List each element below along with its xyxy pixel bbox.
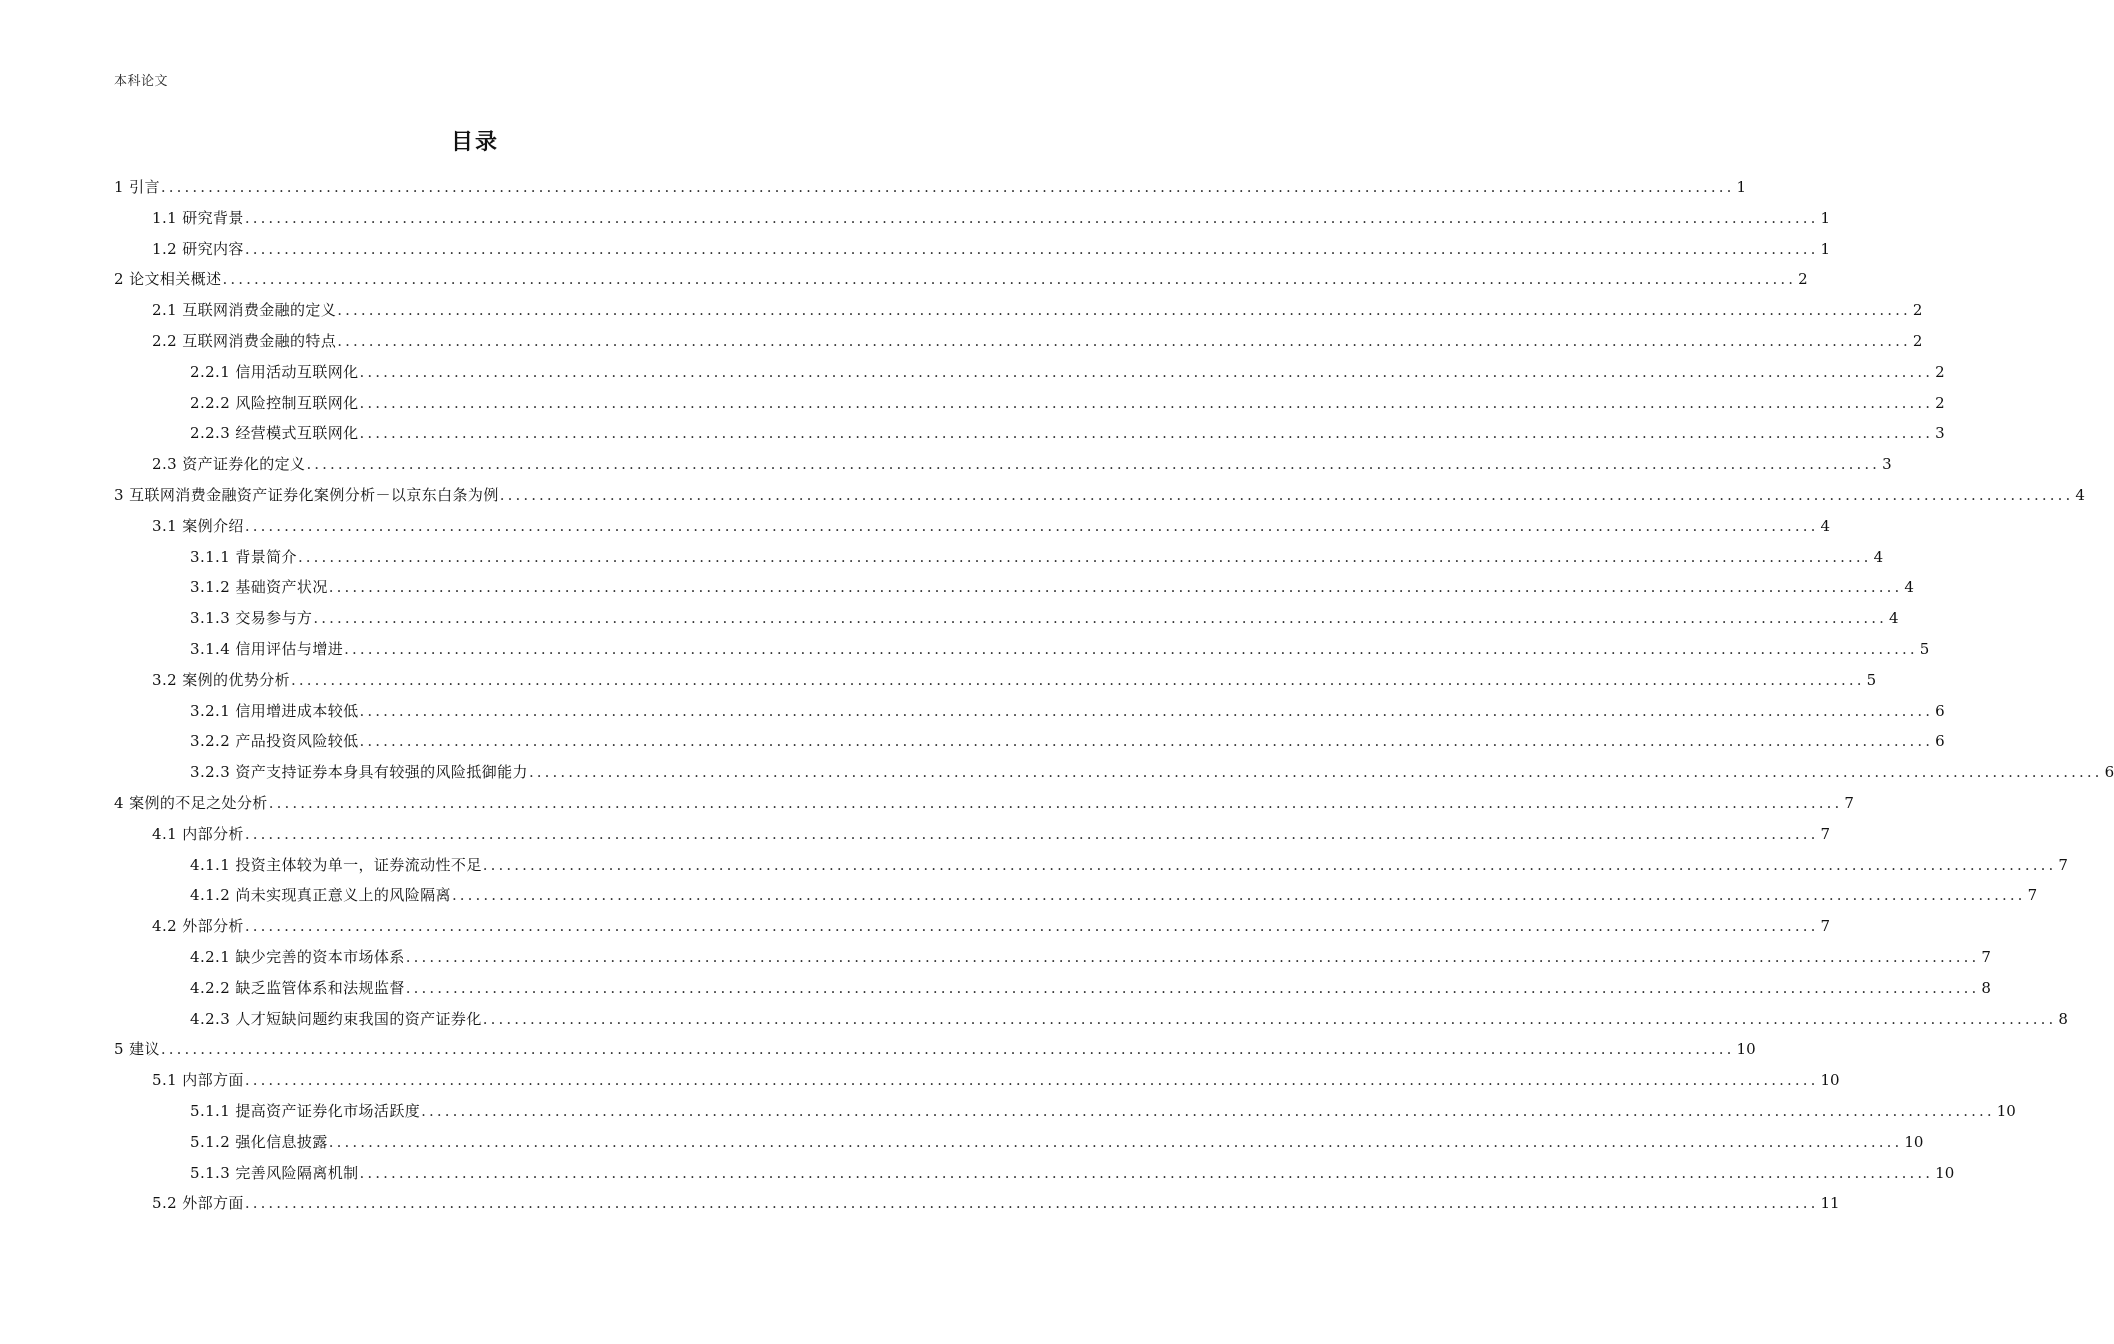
toc-entry-label: 2.2.2 风险控制互联网化 (190, 393, 359, 412)
toc-entry-label: 4.2.3 人才短缺问题约束我国的资产证券化 (190, 1009, 482, 1028)
toc-entry-page-number: 11 (1820, 1194, 1840, 1213)
toc-entry-label: 3.1.4 信用评估与增进 (190, 639, 344, 658)
toc-entry-page-number: 6 (1935, 732, 1945, 751)
toc-entry[interactable] (114, 480, 2085, 511)
toc-entry-page-number: 6 (1935, 701, 1945, 720)
toc-dot-leader: ........................................................................................................................................................................................................ (244, 208, 1819, 227)
toc-dot-leader: ........................................................................................................................................................................................................ (344, 639, 1918, 658)
toc-entry-page-number: 10 (1820, 1071, 1840, 1090)
toc-entry-label: 3.1.3 交易参与方 (190, 609, 313, 628)
toc-dot-leader: ........................................................................................................................................................................................................ (359, 424, 1934, 443)
toc-entry-page-number: 6 (2104, 763, 2114, 782)
toc-entry-page-number: 5 (1866, 670, 1877, 689)
toc-dot-leader: ........................................................................................................................................................................................................ (222, 270, 1797, 289)
toc-entry-page-number: 7 (1820, 824, 1830, 843)
toc-entry[interactable] (114, 295, 1923, 326)
toc-entry-label: 1 引言 (114, 178, 160, 196)
table-of-contents (114, 172, 2114, 1219)
toc-entry-label: 2.1 互联网消费金融的定义 (152, 301, 337, 320)
toc-entry-label: 3.1.2 基础资产状况 (190, 578, 328, 597)
toc-entry-page-number: 2 (1798, 270, 1808, 289)
toc-dot-leader: ........................................................................................................................................................................................................ (297, 547, 1872, 566)
toc-dot-leader: ........................................................................................................................................................................................................ (359, 362, 1934, 381)
toc-entry-page-number: 7 (2027, 886, 2038, 905)
toc-entry-page-number: 1 (1820, 239, 1830, 258)
toc-entry-page-number: 4 (1873, 547, 1884, 566)
toc-dot-leader: ........................................................................................................................................................................................................ (421, 1101, 1995, 1120)
toc-entry[interactable] (114, 603, 1899, 634)
toc-entry-page-number: 10 (1935, 1163, 1955, 1182)
toc-entry-label: 3.1.1 背景简介 (190, 547, 297, 566)
toc-dot-leader: ........................................................................................................................................................................................................ (528, 763, 2103, 782)
toc-dot-leader: ........................................................................................................................................................................................................ (482, 1009, 2057, 1028)
toc-entry[interactable] (114, 942, 1991, 973)
toc-dot-leader: ........................................................................................................................................................................................................ (244, 824, 1819, 843)
toc-entry[interactable] (114, 819, 1830, 850)
toc-dot-leader: ........................................................................................................................................................................................................ (499, 485, 2074, 504)
toc-entry-label: 5.2 外部方面 (152, 1194, 244, 1213)
toc-entry-page-number: 5 (1919, 639, 1930, 658)
toc-entry[interactable] (114, 449, 1892, 480)
toc-entry[interactable] (114, 726, 1945, 757)
toc-entry[interactable] (114, 1034, 1756, 1065)
toc-entry-label: 4.2.2 缺乏监管体系和法规监督 (190, 978, 405, 997)
toc-dot-leader: ........................................................................................................................................................................................................ (482, 855, 2057, 874)
toc-entry-page-number: 7 (1820, 917, 1830, 936)
toc-entry-page-number: 2 (1935, 362, 1945, 381)
toc-dot-leader: ........................................................................................................................................................................................................ (268, 793, 1843, 812)
toc-entry-page-number: 7 (2058, 855, 2068, 874)
toc-dot-leader: ........................................................................................................................................................................................................ (244, 516, 1819, 535)
toc-dot-leader: ........................................................................................................................................................................................................ (359, 393, 1934, 412)
toc-entry[interactable] (114, 511, 1830, 542)
toc-entry[interactable] (114, 1004, 2068, 1035)
toc-entry-label: 5 建议 (114, 1040, 160, 1059)
toc-entry-label: 4.2.1 缺少完善的资本市场体系 (190, 947, 405, 966)
toc-entry-page-number: 10 (1736, 1040, 1756, 1059)
toc-dot-leader: ........................................................................................................................................................................................................ (359, 1163, 1934, 1182)
toc-entry-page-number: 10 (1996, 1101, 2016, 1120)
toc-dot-leader: ........................................................................................................................................................................................................ (244, 917, 1819, 936)
toc-dot-leader: ........................................................................................................................................................................................................ (337, 301, 1911, 320)
toc-title: 目录 (450, 130, 499, 155)
toc-entry-label: 3 互联网消费金融资产证券化案例分析－以京东白条为例 (114, 485, 499, 504)
toc-entry-label: 4.2 外部分析 (152, 917, 244, 936)
toc-entry[interactable] (114, 911, 1830, 942)
toc-entry[interactable] (114, 264, 1808, 295)
toc-dot-leader: ........................................................................................................................................................................................................ (244, 1071, 1819, 1090)
toc-entry[interactable] (114, 572, 1914, 603)
toc-entry-label: 3.2.2 产品投资风险较低 (190, 732, 359, 751)
toc-entry-label: 2 论文相关概述 (114, 270, 222, 289)
toc-entry-label: 5.1.3 完善风险隔离机制 (190, 1163, 359, 1182)
toc-entry-page-number: 2 (1912, 331, 1923, 350)
toc-entry-label: 2.3 资产证券化的定义 (152, 455, 306, 474)
toc-entry-label: 3.2.1 信用增进成本较低 (190, 701, 359, 720)
toc-entry[interactable] (114, 1188, 1840, 1219)
toc-dot-leader: ........................................................................................................................................................................................................ (244, 239, 1819, 258)
toc-entry[interactable] (114, 1065, 1840, 1096)
toc-entry-label: 3.2 案例的优势分析 (152, 670, 291, 689)
toc-entry-page-number: 8 (2058, 1009, 2068, 1028)
toc-entry-page-number: 1 (1820, 208, 1830, 227)
toc-entry-label: 4.1 内部分析 (152, 824, 244, 843)
toc-entry-page-number: 7 (1844, 793, 1854, 812)
toc-entry-label: 4.1.2 尚未实现真正意义上的风险隔离 (190, 886, 451, 905)
toc-dot-leader: ........................................................................................................................................................................................................ (291, 670, 1865, 689)
toc-entry-label: 3.2.3 资产支持证券本身具有较强的风险抵御能力 (190, 763, 528, 782)
toc-dot-leader: ........................................................................................................................................................................................................ (313, 609, 1887, 628)
toc-entry[interactable] (114, 696, 1945, 727)
toc-entry-label: 2.2 互联网消费金融的特点 (152, 331, 337, 350)
toc-entry-label: 5.1 内部方面 (152, 1071, 244, 1090)
toc-entry-page-number: 10 (1904, 1132, 1924, 1151)
toc-entry[interactable] (114, 665, 1877, 696)
toc-entry[interactable] (114, 1127, 1924, 1158)
toc-entry[interactable] (114, 788, 1854, 819)
toc-entry[interactable] (114, 542, 1884, 573)
toc-entry[interactable] (114, 1158, 1955, 1189)
toc-entry-page-number: 1 (1736, 178, 1747, 196)
toc-entry[interactable] (114, 172, 1747, 203)
toc-entry-page-number: 8 (1981, 978, 1991, 997)
toc-entry[interactable] (114, 634, 1930, 665)
toc-dot-leader: ........................................................................................................................................................................................................ (328, 578, 1903, 597)
toc-entry-page-number: 4 (1820, 516, 1830, 535)
toc-entry[interactable] (114, 973, 1991, 1004)
toc-entry[interactable] (114, 326, 1923, 357)
toc-entry[interactable] (114, 357, 1945, 388)
toc-dot-leader: ........................................................................................................................................................................................................ (405, 947, 1980, 966)
toc-entry-page-number: 3 (1935, 424, 1945, 443)
toc-entry-label: 4 案例的不足之处分析 (114, 793, 268, 812)
toc-dot-leader: ........................................................................................................................................................................................................ (359, 732, 1934, 751)
toc-entry-label: 5.1.1 提高资产证券化市场活跃度 (190, 1101, 421, 1120)
toc-entry-label: 1.1 研究背景 (152, 208, 244, 227)
toc-dot-leader: ........................................................................................................................................................................................................ (337, 331, 1911, 350)
toc-entry[interactable] (114, 850, 2068, 881)
toc-entry[interactable] (114, 1096, 2016, 1127)
toc-dot-leader: ........................................................................................................................................................................................................ (160, 1040, 1735, 1059)
toc-entry-label: 2.2.3 经营模式互联网化 (190, 424, 359, 443)
toc-entry-page-number: 3 (1882, 455, 1892, 474)
toc-entry-page-number: 2 (1935, 393, 1945, 412)
toc-dot-leader: ........................................................................................................................................................................................................ (451, 886, 2026, 905)
toc-dot-leader: ........................................................................................................................................................................................................ (306, 455, 1881, 474)
toc-entry-page-number: 4 (2075, 485, 2085, 504)
toc-entry[interactable] (114, 880, 2038, 911)
toc-dot-leader: ........................................................................................................................................................................................................ (160, 178, 1735, 196)
toc-entry-page-number: 7 (1981, 947, 1991, 966)
toc-entry-page-number: 4 (1904, 578, 1914, 597)
toc-entry[interactable] (114, 388, 1945, 419)
toc-entry[interactable] (114, 203, 1830, 234)
toc-entry-label: 4.1.1 投资主体较为单一，证券流动性不足 (190, 855, 482, 874)
toc-entry-page-number: 2 (1912, 301, 1923, 320)
running-header: 本科论文 (114, 74, 169, 89)
toc-entry[interactable] (114, 234, 1830, 265)
toc-entry-label: 1.2 研究内容 (152, 239, 244, 258)
toc-entry-page-number: 4 (1888, 609, 1899, 628)
toc-entry-label: 2.2.1 信用活动互联网化 (190, 362, 359, 381)
toc-entry[interactable] (114, 757, 2114, 788)
toc-dot-leader: ........................................................................................................................................................................................................ (359, 701, 1934, 720)
toc-entry[interactable] (114, 418, 1945, 449)
toc-entry-label: 3.1 案例介绍 (152, 516, 244, 535)
toc-dot-leader: ........................................................................................................................................................................................................ (328, 1132, 1903, 1151)
toc-dot-leader: ........................................................................................................................................................................................................ (405, 978, 1980, 997)
toc-dot-leader: ........................................................................................................................................................................................................ (244, 1194, 1819, 1213)
toc-entry-label: 5.1.2 强化信息披露 (190, 1132, 328, 1151)
